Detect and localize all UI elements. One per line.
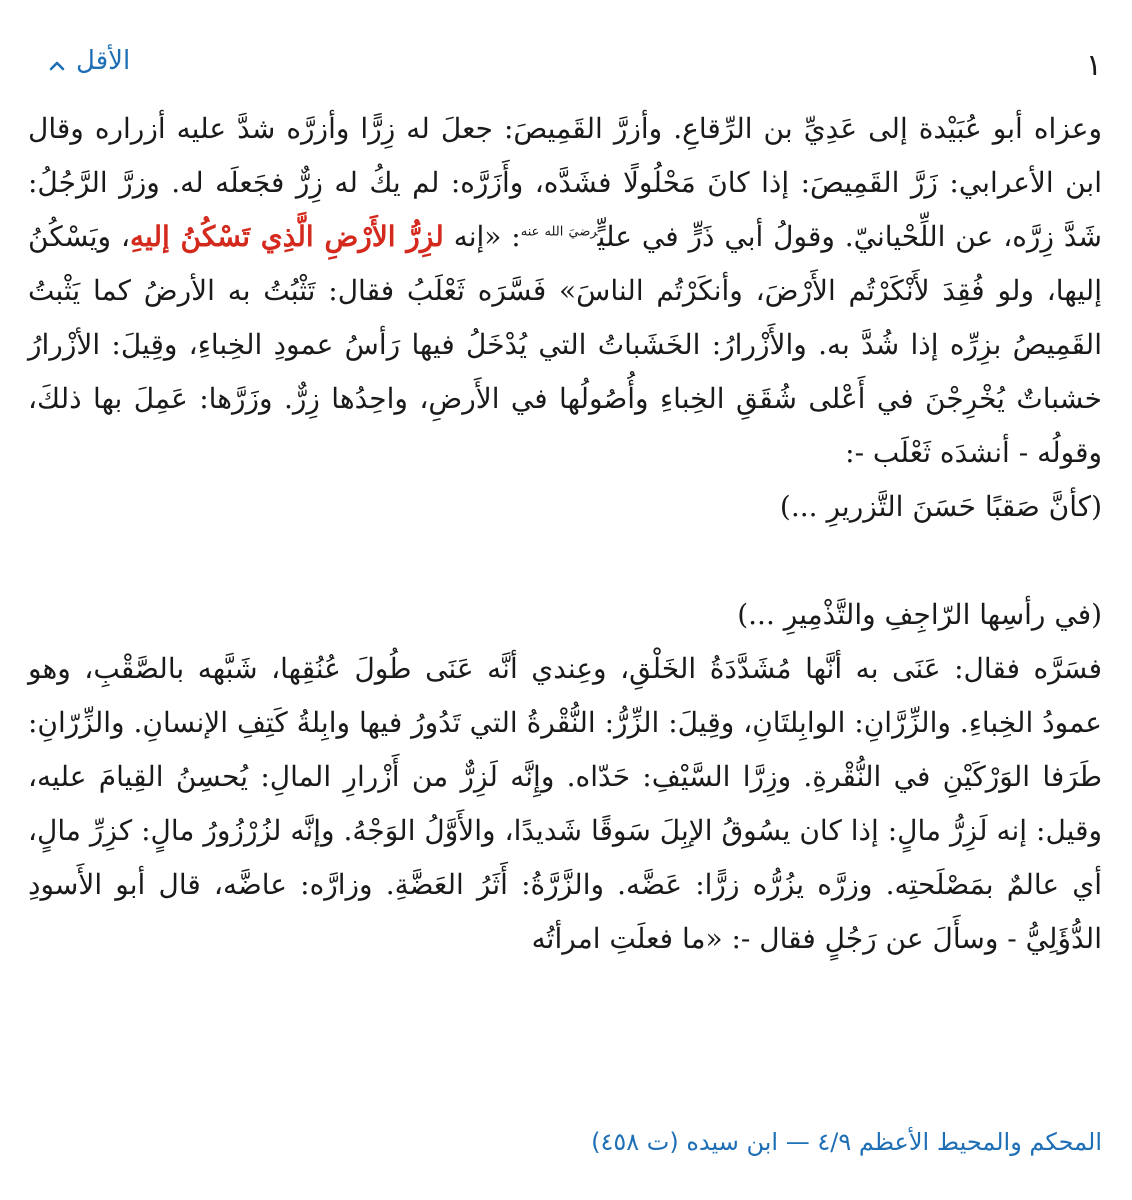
paragraph-1-part-3: ، ويَسْكُنُ إليها، ولو فُقِدَ لأَنْكَرْتُم الأَرْضَ، وأنكَرْتُم الناسَ» فَسَّرَه ثَعْلَبُ فقال: تَثْبُتُ به الأرضُ كما يَثْبتُ القَمِيصُ بزِرِّه إذا شُدَّ به. والأَزْرارُ: الخَشَباتُ التي يُدْخَلُ فيها رَأسُ عمودِ الخِباءِ، وقِيلَ: الأزْرارُ خشباتٌ يُخْرِجْنَ في أَعْلى شُقَقِ الخِباءِ وأُصُولُها في الأَرضِ، واحِدُها زِرٌّ. وزَرَّها: عَمِلَ بها ذلكَ، وقولُه - أنشدَه ثَعْلَب -: (28, 220, 1102, 469)
page-number: ١ (1085, 48, 1102, 83)
highlighted-phrase: لزِرُّ الأَرْضِ الَّذِي تَسْكُنُ إليهِ (130, 220, 444, 253)
collapse-toggle-button[interactable] (48, 46, 130, 76)
paragraph-1-part-2: : «إنه (443, 220, 521, 253)
paragraph-1 (28, 102, 1102, 480)
page-header (30, 42, 1102, 92)
verse-gap (28, 534, 1102, 588)
chevron-up-icon (48, 52, 66, 70)
verse-line-2: (في رأسِها الرّاجِفِ والتَّذْمِيرِ ...) (737, 598, 1102, 631)
paragraph-2: فسَرَّه فقال: عَنَى به أنَّها مُشَدَّدَةُ الخَلْقِ، وعِندي أنَّه عَنَى طُولَ عُنُقِها، شَبَّهه بالصَّقْبِ، وهو عمودُ الخِباءِ. والزِّرَّانِ: الوابِلتَانِ، وقِيلَ: الزِّرُّ: النُّقْرةُ التي تَدُورُ فيها وابِلةُ كَتِفِ الإنسانِ. والزِّرّانِ: طَرَفا الوَرْكَيْنِ في النُّقْرةِ. وزِرَّا السَّيْفِ: حَدّاه. وإِنَّه لَزِرٌّ من أَزْرارِ المالِ: يُحسِنُ القِيامَ عليه، وقيل: إنه لَزِرُّ مالٍ: إذا كان يسُوقُ الإبِلَ سَوقًا شَديدًا، والأَوَّلُ الوَجْهُ. وإنَّه لزُرْزُورُ مالٍ: كزِرِّ مالٍ، أي عالمٌ بمَصْلَحتِه. وزرَّه يزُرُّه زرًّا: عَضَّه. والزَّرَّةُ: أَثَرُ العَضَّةِ. وزارَّه: عاضَّه، قال أبو الأَسودِ الدُّؤَلِيُّ - وسأَلَ عن رَجُلٍ فقال -: «ما فعلَتِ امرأتُه (28, 652, 1102, 955)
paragraph-1-part-1: وعزاه أبو عُبَيْدة إلى عَدِيِّ بن الرِّقاعِ. وأزرَّ القَمِيصَ: جعلَ له زِرًّا وأزرَّه شدَّ عليه أزراره وقال ابن الأعرابي: زَرَّ القَمِيصَ: إذا كانَ مَحْلُولًا فشَدَّه، وأَزَرَّه: لم يكُ له زِرٌّ فجَعلَه له. وزرَّ الرَّجُلُ: شَدَّ زِرَّه، عن اللِّحْيانيّ. وقولُ أبي ذَرٍّ في عليٍّ (28, 112, 1103, 253)
honorific-mark: رضيَ الله عنه (520, 224, 598, 240)
entry-text (28, 102, 1102, 966)
source-citation-link[interactable]: المحكم والمحيط الأعظم ٤/٩ — ابن سيده (ت ٤٥٨) (591, 1128, 1102, 1156)
verse-line-1: (كأنَّ صَقبًا حَسَنَ التَّزريرِ ...) (779, 490, 1102, 523)
collapse-toggle-label: الأقل (76, 46, 131, 76)
